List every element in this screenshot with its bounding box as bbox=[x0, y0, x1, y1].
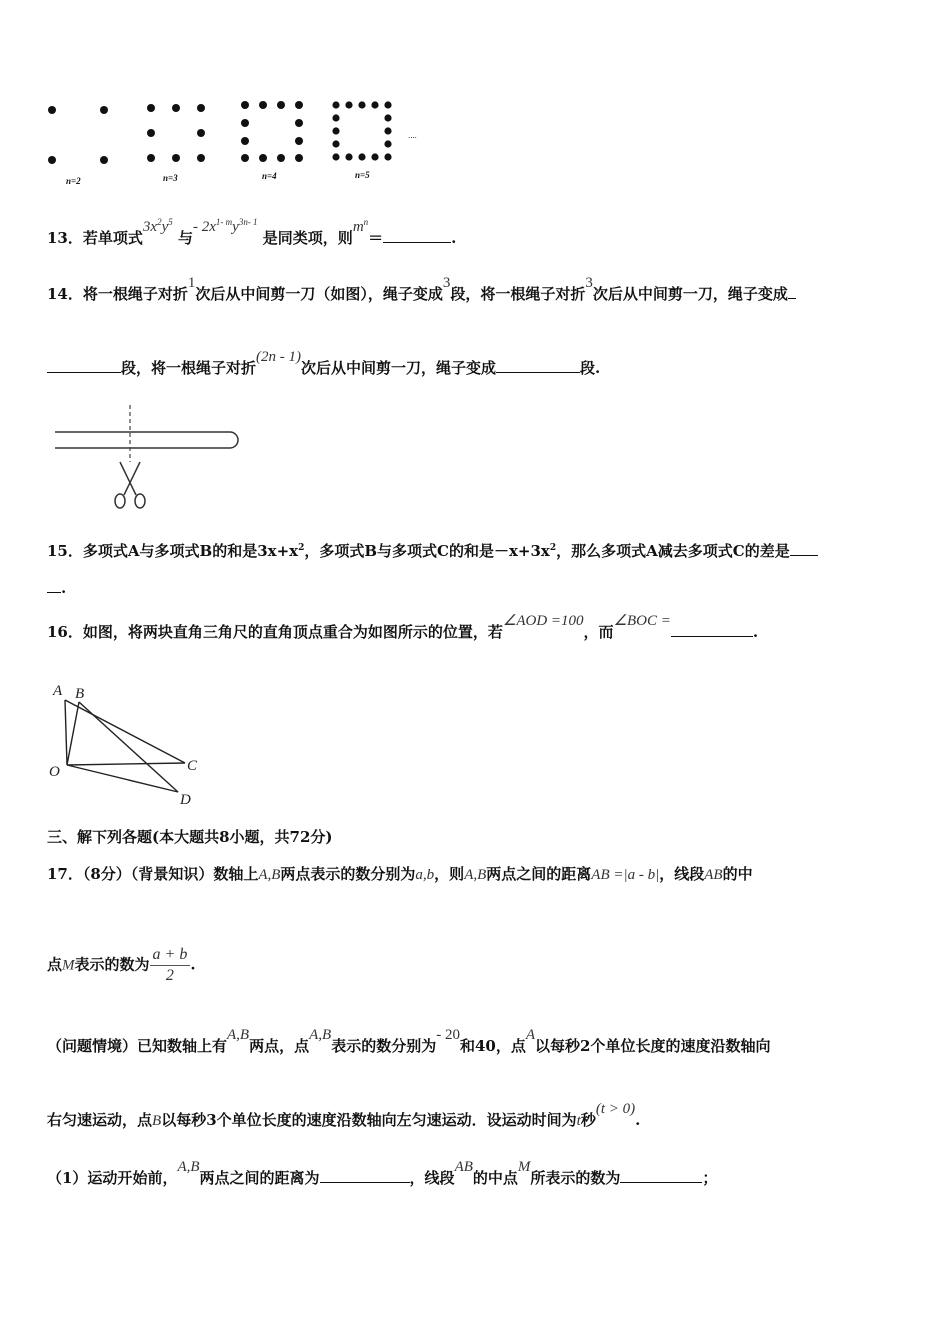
q17-ab-3: AB bbox=[704, 867, 723, 883]
q17-p2-ab-1: A,B bbox=[227, 1027, 250, 1043]
q17-s1-seg: AB bbox=[454, 1159, 473, 1175]
question-16 bbox=[47, 613, 759, 643]
q13-equals: ＝ bbox=[368, 229, 384, 247]
q17-ab-vals: a,b bbox=[415, 867, 435, 883]
segment-OB bbox=[67, 702, 79, 765]
q17-text-6: 的中 bbox=[722, 865, 753, 883]
question-13 bbox=[47, 217, 457, 249]
question-17-line-4 bbox=[47, 1101, 641, 1131]
q14-answer-blank-1a[interactable] bbox=[788, 284, 796, 299]
q17-s1-text-3: 的中点 bbox=[472, 1169, 518, 1187]
q17-p3-B: B bbox=[152, 1113, 162, 1129]
q17-text-2: 两点表示的数分别为 bbox=[280, 865, 416, 883]
q17-p2-neg: - 20 bbox=[436, 1027, 460, 1043]
dot-group-n3 bbox=[147, 104, 205, 162]
q17-frac-num: a + b bbox=[150, 945, 191, 966]
scissors-icon bbox=[115, 462, 145, 508]
label-O: O bbox=[49, 764, 60, 780]
q17-p2-text-5: 以每秒2个单位长度的速度沿数轴向 bbox=[535, 1037, 771, 1055]
rope-scissors-figure bbox=[50, 400, 250, 515]
q17-p3-text-1: 右匀速运动，点 bbox=[47, 1111, 153, 1129]
segment-AC bbox=[65, 700, 185, 763]
q17-text-3: ，则 bbox=[434, 865, 465, 883]
q13-text-3: 是同类项，则 bbox=[262, 229, 353, 247]
dot-group-n4 bbox=[241, 101, 303, 162]
q17-s1-blank-1[interactable] bbox=[320, 1168, 410, 1183]
q15-answer-blank-b[interactable] bbox=[47, 578, 61, 593]
q13-end: . bbox=[451, 229, 457, 247]
q17-text-8: 表示的数为 bbox=[74, 955, 150, 974]
question-15 bbox=[47, 538, 818, 561]
q14-text-4: 次后从中间剪一刀，绳子变成 bbox=[592, 285, 788, 303]
question-15-line-2 bbox=[47, 578, 66, 598]
q17-text-5: ，线段 bbox=[659, 865, 705, 883]
segment-OD bbox=[67, 765, 178, 792]
q15-number: 15． bbox=[47, 542, 83, 560]
segment-BD bbox=[79, 702, 178, 792]
question-14-line-1 bbox=[47, 275, 796, 305]
q17-p3-text-2: 以每秒3个单位长度的速度沿数轴向左匀速运动．设运动时间为 bbox=[161, 1111, 577, 1129]
q17-s1-text-1: 两点之间的距离为 bbox=[199, 1169, 320, 1187]
q17-p2-text-2: 两点，点 bbox=[249, 1037, 310, 1055]
rope bbox=[55, 432, 238, 448]
q13-answer-blank[interactable] bbox=[383, 228, 451, 243]
q17-dist: AB =|a - b| bbox=[591, 867, 660, 883]
q16-answer-blank[interactable] bbox=[671, 622, 753, 637]
q13-n-sup: n bbox=[363, 217, 369, 227]
q17-p3-text-3: 秒 bbox=[580, 1111, 596, 1129]
q17-p2-text-4: 和40，点 bbox=[459, 1037, 526, 1055]
q17-ab-1: A,B bbox=[258, 867, 281, 883]
q17-ab-2: A,B bbox=[464, 867, 487, 883]
q13-text-2: 与 bbox=[177, 229, 193, 247]
dot-group-n2 bbox=[48, 106, 108, 164]
q13-expr2-sup2: 3n- 1 bbox=[238, 217, 258, 227]
q17-text-1: （8分）（背景知识）数轴上 bbox=[82, 865, 259, 883]
q17-s1-ab: A,B bbox=[177, 1159, 200, 1175]
segment-OA bbox=[65, 700, 67, 765]
q13-expr1-y: y bbox=[161, 219, 169, 235]
q17-M: M bbox=[62, 957, 75, 974]
q13-number: 13． bbox=[47, 229, 83, 247]
question-17-line-3 bbox=[47, 1027, 771, 1057]
q13-expr2-y: y bbox=[232, 219, 239, 235]
q13-expr1-sup1: 2 bbox=[157, 217, 162, 227]
q16-expr-2: ∠BOC = bbox=[613, 613, 671, 629]
dot-ellipsis: .... bbox=[408, 132, 417, 140]
q17-s1-number: （1）运动开始前， bbox=[47, 1169, 178, 1187]
q17-s1-text-4: 所表示的数为 bbox=[530, 1169, 621, 1187]
q13-text-1: 若单项式 bbox=[82, 229, 143, 247]
q14-answer-blank-1[interactable] bbox=[47, 358, 121, 373]
q15-sup-2: 2 bbox=[549, 543, 557, 553]
segment-OC bbox=[67, 763, 185, 765]
q14-text-1: 将一根绳子对折 bbox=[82, 285, 188, 303]
q15-text-1: 多项式A与多项式B的和是3x+x bbox=[82, 542, 299, 560]
q13-m: m bbox=[352, 219, 364, 235]
q13-expr1-sup2: 5 bbox=[168, 217, 173, 227]
q14-number: 14． bbox=[47, 285, 83, 303]
question-17-line-1 bbox=[47, 864, 753, 885]
q14-text-7: 段. bbox=[580, 359, 601, 377]
q14-text-6: 次后从中间剪一刀，绳子变成 bbox=[301, 359, 497, 377]
q17-p2-A: A bbox=[525, 1027, 535, 1043]
q17-s1-text-2: ，线段 bbox=[409, 1169, 455, 1187]
q17-s1-blank-2[interactable] bbox=[620, 1168, 702, 1183]
label-C: C bbox=[187, 758, 198, 774]
dot-pattern-figure bbox=[40, 95, 430, 190]
dot-label-n2: n=2 bbox=[66, 176, 81, 186]
q14-three: 3 bbox=[442, 275, 451, 291]
label-A: A bbox=[53, 683, 63, 699]
triangles-figure bbox=[45, 680, 210, 810]
q17-p2-ab-2: A,B bbox=[309, 1027, 332, 1043]
q16-expr-1: ∠AOD =100 bbox=[502, 613, 584, 629]
q17-s1-M: M bbox=[517, 1159, 531, 1175]
q17-p2-text-3: 表示的数分别为 bbox=[331, 1037, 437, 1055]
q17-number: 17． bbox=[47, 865, 83, 883]
q16-number: 16． bbox=[47, 623, 83, 641]
dot-group-n5 bbox=[332, 101, 391, 160]
q15-end: . bbox=[61, 579, 67, 597]
q17-fraction bbox=[150, 945, 191, 986]
q13-expr2: - 2x bbox=[192, 219, 216, 235]
q15-sup-1: 2 bbox=[298, 543, 305, 553]
q17-text-4: 两点之间的距离 bbox=[486, 865, 592, 883]
section-3-heading: 三、解下列各题(本大题共8小题，共72分) bbox=[47, 828, 333, 846]
q14-answer-blank-2[interactable] bbox=[496, 358, 580, 373]
question-17-line-2 bbox=[47, 945, 196, 986]
q16-mid: ，而 bbox=[583, 623, 614, 641]
q13-expr1: 3x bbox=[142, 219, 158, 235]
q15-text-2: ，多项式B与多项式C的和是－x+3x bbox=[304, 542, 550, 560]
label-D: D bbox=[180, 792, 191, 808]
q14-text-5: 段，将一根绳子对折 bbox=[121, 359, 257, 377]
q17-p3-cond: (t > 0) bbox=[595, 1101, 636, 1117]
q13-expr2-sup1: 1- m bbox=[215, 217, 233, 227]
q17-frac-den: 2 bbox=[165, 967, 174, 984]
question-14-line-2 bbox=[47, 349, 601, 379]
q14-three-2: 3 bbox=[585, 275, 593, 291]
q15-answer-blank-a[interactable] bbox=[790, 541, 818, 556]
q16-text: 如图，将两块直角三角尺的直角顶点重合为如图所示的位置，若 bbox=[82, 623, 503, 641]
q14-text-3: 段，将一根绳子对折 bbox=[450, 285, 586, 303]
q15-text-3: ，那么多项式A减去多项式C的差是 bbox=[556, 542, 790, 560]
q17-p3-t: t bbox=[576, 1113, 581, 1129]
label-B: B bbox=[75, 686, 85, 702]
q17-p2-text-1: （问题情境）已知数轴上有 bbox=[47, 1037, 228, 1055]
q17-p3-end: . bbox=[635, 1111, 641, 1129]
q14-expr: (2n - 1) bbox=[256, 349, 302, 365]
dot-label-n4: n=4 bbox=[262, 171, 277, 181]
question-17-part-1 bbox=[47, 1159, 718, 1189]
q17-text-7: 点 bbox=[47, 955, 63, 974]
q14-one: 1 bbox=[187, 275, 196, 291]
q17-s1-end: ； bbox=[702, 1169, 718, 1187]
dot-label-n5: n=5 bbox=[355, 170, 370, 180]
q16-end: . bbox=[752, 623, 759, 641]
q17-text-9: . bbox=[190, 955, 196, 974]
q14-text-2: 次后从中间剪一刀（如图），绳子变成 bbox=[195, 285, 443, 303]
dot-label-n3: n=3 bbox=[163, 173, 178, 183]
